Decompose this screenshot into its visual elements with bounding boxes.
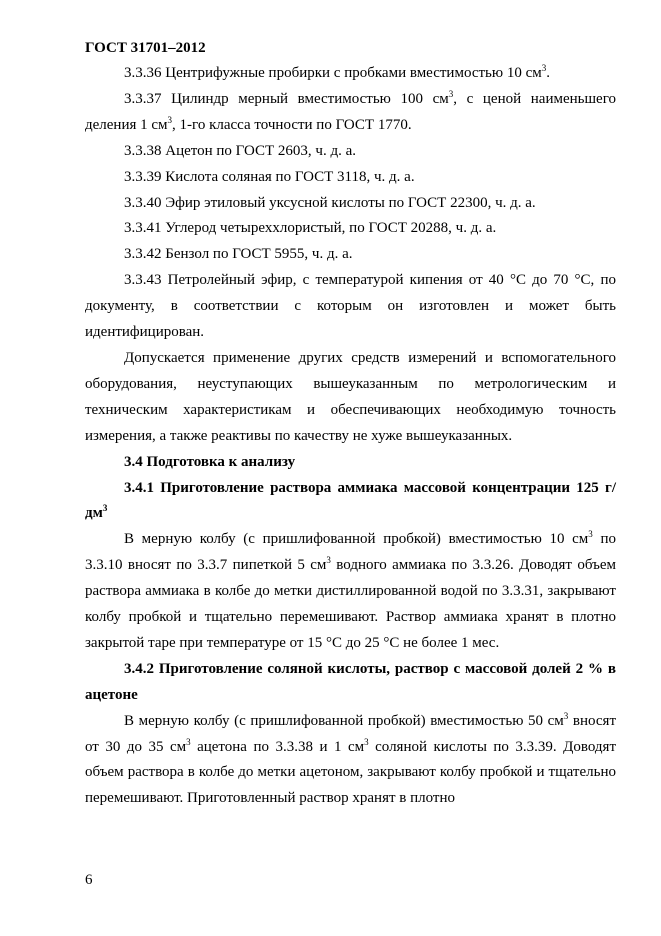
superscript: 3 — [541, 63, 547, 73]
superscript: 3 — [563, 710, 569, 721]
text: 3.4.1 Приготовление раствора аммиака массовой концентрации 125 г/дм — [85, 479, 616, 522]
paragraph-3-3-36 — [85, 61, 616, 87]
paragraph-3-3-40: 3.3.40 Эфир этиловый уксусной кислоты по ГОСТ 22300, ч. д. а. — [124, 194, 536, 211]
document-code-header: ГОСТ 31701–2012 — [85, 40, 206, 56]
superscript: 3 — [588, 529, 593, 540]
text: ацетона по 3.3.38 и 1 см — [190, 738, 365, 755]
text: . — [546, 65, 550, 81]
text: 3.3.36 Центрифужные пробирки с пробками вместимостью 10 см — [124, 65, 542, 81]
paragraph-allowance: Допускается применение других средств измерений и вспомогательного оборудования, неуступающих вышеуказанным по метрологическим и техническим характеристикам и обеспечивающих необходимую точность измерения, а также реактивы по качеству не хуже вышеуказанных. — [85, 349, 616, 444]
text: , с ценой наименьшего деления 1 см — [85, 90, 616, 133]
paragraph-hcl-procedure — [85, 709, 616, 813]
paragraph-ammonia-procedure — [85, 527, 616, 657]
superscript: 3 — [326, 555, 331, 566]
superscript: 3 — [102, 503, 108, 514]
text: вносят от 30 до 35 см — [85, 712, 616, 755]
text: 3.3.37 Цилиндр мерный вместимостью 100 см — [124, 90, 449, 107]
superscript: 3 — [364, 736, 369, 747]
text: В мерную колбу (с пришлифованной пробкой) вместимостью 10 см — [124, 531, 589, 548]
paragraph-3-3-41: 3.3.41 Углерод четыреххлористый, по ГОСТ 20288, ч. д. а. — [124, 220, 497, 237]
subsection-heading-3-4-2: 3.4.2 Приготовление соляной кислоты, раствор с массовой долей 2 % в ацетоне — [85, 660, 616, 703]
document-body — [85, 61, 616, 812]
page-number: 6 — [85, 872, 93, 888]
paragraph-3-3-42: 3.3.42 Бензол по ГОСТ 5955, ч. д. а. — [124, 246, 353, 263]
superscript: 3 — [167, 114, 173, 125]
text: соляной кислоты по 3.3.39. Доводят объем раствора в колбе до метки ацетоном, закрывают колбу пробкой и тщательно перемешивают. Приготовленный раствор хранят в плотно — [85, 738, 617, 807]
superscript: 3 — [186, 736, 191, 747]
text: , 1-го класса точности по ГОСТ 1770. — [172, 116, 412, 133]
paragraph-3-3-38: 3.3.38 Ацетон по ГОСТ 2603, ч. д. а. — [124, 142, 356, 159]
section-heading-3-4: 3.4 Подготовка к анализу — [124, 453, 296, 470]
paragraph-3-3-37 — [85, 87, 616, 139]
superscript: 3 — [448, 88, 454, 99]
text: водного аммиака по 3.3.26. Доводят объем раствора аммиака в колбе до метки дистиллированной водой по 3.3.31, закрывают колбу пробкой и тщательно перемешивают. Раствор аммиака хранят в плотно закрытой таре при температуре от 15 °C до 25 °C не более 1 мес. — [85, 557, 616, 651]
text: по 3.3.10 вносят по 3.3.7 пипеткой 5 см — [85, 531, 616, 574]
paragraph-3-3-39: 3.3.39 Кислота соляная по ГОСТ 3118, ч. д. а. — [124, 168, 415, 185]
paragraph-3-3-43: 3.3.43 Петролейный эфир, с температурой кипения от 40 °C до 70 °C, по документу, в соответствии с которым он изготовлен и может быть идентифицирован. — [85, 272, 616, 341]
subsection-heading-3-4-1 — [85, 476, 616, 528]
text: В мерную колбу (с пришлифованной пробкой) вместимостью 50 см — [124, 712, 564, 729]
